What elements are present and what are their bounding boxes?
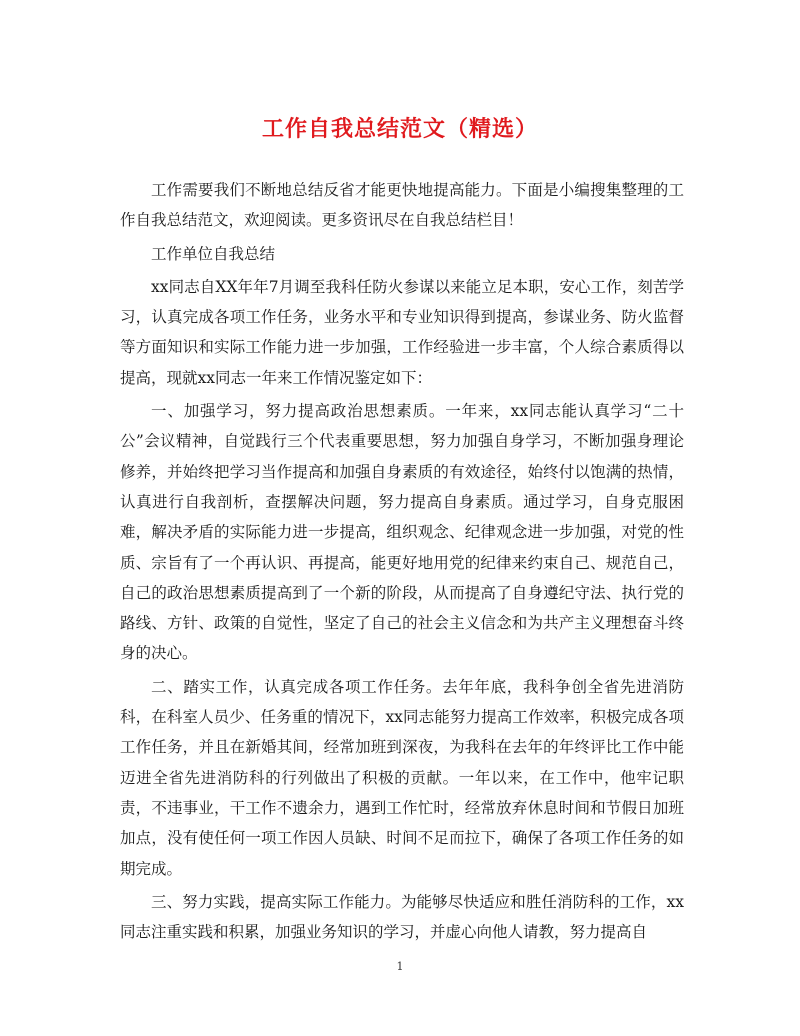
- document-title: 工作自我总结范文（精选）: [261, 116, 538, 142]
- page-number: 1: [396, 960, 404, 973]
- paragraph-point-2: 二、踏实工作，认真完成各项工作任务。去年年底，我科争创全省先进消防科，在科室人员少、任务重的情况下，xx同志能努力提高工作效率，积极完成各项工作任务，并且在新婚其间，经常加班到深夜，为我科在去年的年终评比工作中能迈进全省先进消防科的行列做出了积极的贡献。一年以来，在工作中，他牢记职责，不违事业，干工作不遗余力，遇到工作忙时，经常放弃休息时间和节假日加班加点，没有使任何一项工作因人员缺、时间不足而拉下，确保了各项工作任务的如期完成。: [120, 677, 684, 878]
- paragraph-point-1: 一、加强学习，努力提高政治思想素质。一年来，xx同志能认真学习“二十公”会议精神，自觉践行三个代表重要思想，努力加强自身学习，不断加强身理论修养，并始终把学习当作提高和加强自身素质的有效途径，始终付以饱满的热情，认真进行自我剖析，查摆解决问题，努力提高自身素质。通过学习，自身克服困难，解决矛盾的实际能力进一步提高，组织观念、纪律观念进一步加强，对党的性质、宗旨有了一个再认识、再提高，能更好地用党的纪律来约束自己、规范自己，自己的政治思想素质提高到了一个新的阶段，从而提高了自身遵纪守法、执行党的路线、方针、政策的自觉性，坚定了自己的社会主义信念和为共产主义理想奋斗终身的决心。: [120, 402, 684, 663]
- paragraph-point-3: 三、努力实践，提高实际工作能力。为能够尽快适应和胜任消防科的工作，xx同志注重实践和积累，加强业务知识的学习，并虚心向他人请教，努力提高自: [120, 892, 684, 942]
- paragraph-section-heading: 工作单位自我总结: [151, 244, 276, 263]
- document-body: [120, 175, 684, 947]
- paragraph-overview: xx同志自XX年年7月调至我科任防火参谋以来能立足本职，安心工作，刻苦学习，认真完成各项工作任务，业务水平和专业知识得到提高，参谋业务、防火监督等方面知识和实际工作能力进一步加强，工作经验进一步丰富，个人综合素质得以提高，现就xx同志一年来工作情况鉴定如下：: [120, 277, 684, 387]
- paragraph-intro: 工作需要我们不断地总结反省才能更快地提高能力。下面是小编搜集整理的工作自我总结范文，欢迎阅读。更多资讯尽在自我总结栏目！: [120, 181, 684, 230]
